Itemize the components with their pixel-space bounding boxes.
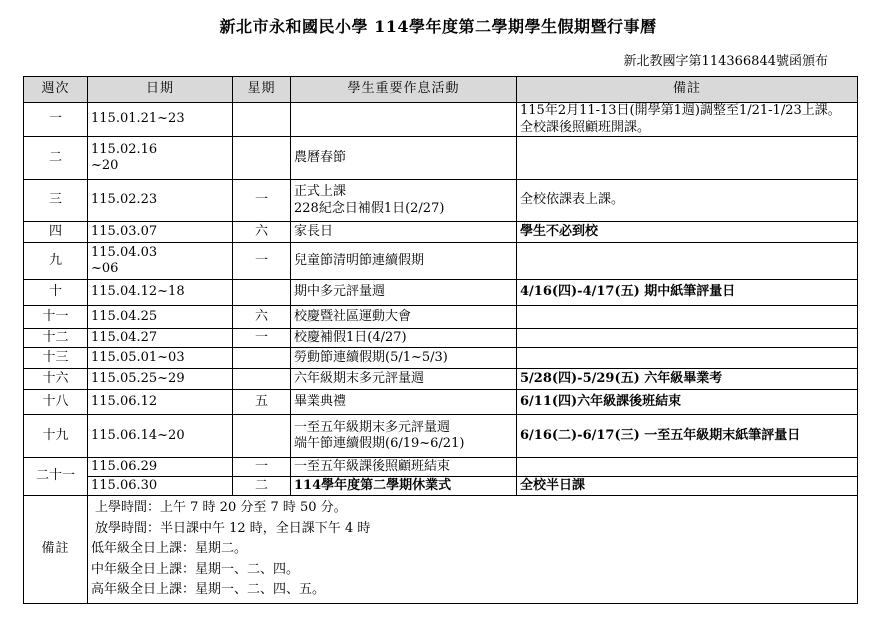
remarks-content bbox=[88, 496, 858, 604]
activity-line: 一至五年級期末多元評量週 bbox=[294, 419, 451, 435]
date-line: 115.04.03 bbox=[91, 244, 158, 260]
note-cell: 全校依課表上課。 bbox=[517, 180, 858, 222]
table-row bbox=[24, 243, 858, 280]
note-cell bbox=[517, 243, 858, 280]
note-cell: 6/11(四)六年級課後班結束 bbox=[517, 390, 858, 415]
note-line: 全校課後照顧班開課。 bbox=[520, 119, 651, 135]
week-cell: 九 bbox=[24, 243, 88, 280]
note-cell bbox=[517, 103, 858, 137]
school-calendar-table bbox=[23, 76, 858, 604]
note-cell: 4/16(四)-4/17(五) 期中紙筆評量日 bbox=[517, 280, 858, 306]
weekday-cell: 六 bbox=[233, 222, 291, 243]
week-cell: 十八 bbox=[24, 390, 88, 415]
activity-cell: 畢業典禮 bbox=[291, 390, 517, 415]
date-line: 115.02.16 bbox=[91, 141, 158, 157]
activity-cell bbox=[291, 180, 517, 222]
date-cell: 115.06.12 bbox=[88, 390, 233, 415]
date-cell: 115.04.12~18 bbox=[88, 280, 233, 306]
table-row bbox=[24, 329, 858, 348]
remarks-row bbox=[24, 496, 858, 604]
header-weekday: 星期 bbox=[233, 77, 291, 103]
activity-line: 228紀念日補假1日(2/27) bbox=[294, 200, 445, 216]
table-row bbox=[24, 222, 858, 243]
weekday-cell bbox=[233, 280, 291, 306]
week-cell: 十一 bbox=[24, 306, 88, 329]
week-cell: 二十一 bbox=[24, 458, 88, 496]
date-cell: 115.06.30 bbox=[88, 477, 233, 496]
activity-cell: 六年級期末多元評量週 bbox=[291, 369, 517, 390]
activity-cell: 校慶暨社區運動大會 bbox=[291, 306, 517, 329]
table-row bbox=[24, 390, 858, 415]
table-row bbox=[24, 458, 858, 477]
week-cell: 十二 bbox=[24, 329, 88, 348]
note-cell bbox=[517, 348, 858, 369]
table-row bbox=[24, 369, 858, 390]
date-cell: 115.06.14~20 bbox=[88, 415, 233, 458]
document-number: 新北教國字第114366844號函頒布 bbox=[623, 54, 828, 69]
remarks-line: 低年級全日上課：星期二。 bbox=[91, 541, 248, 557]
weekday-cell: 一 bbox=[233, 458, 291, 477]
week-cell: 十六 bbox=[24, 369, 88, 390]
note-cell bbox=[517, 329, 858, 348]
activity-cell: 農曆春節 bbox=[291, 137, 517, 180]
note-cell bbox=[517, 137, 858, 180]
weekday-cell bbox=[233, 348, 291, 369]
weekday-cell: 六 bbox=[233, 306, 291, 329]
weekday-cell: 一 bbox=[233, 243, 291, 280]
table-row bbox=[24, 280, 858, 306]
date-cell: 115.02.23 bbox=[88, 180, 233, 222]
week-cell: 十三 bbox=[24, 348, 88, 369]
weekday-cell: 一 bbox=[233, 329, 291, 348]
week-cell: 二 bbox=[24, 137, 88, 180]
weekday-cell bbox=[233, 137, 291, 180]
table-row bbox=[24, 137, 858, 180]
table-row bbox=[24, 415, 858, 458]
activity-cell: 114學年度第二學期休業式 bbox=[291, 477, 517, 496]
date-line: ~06 bbox=[91, 261, 119, 276]
note-cell: 學生不必到校 bbox=[517, 222, 858, 243]
activity-cell: 期中多元評量週 bbox=[291, 280, 517, 306]
table-row bbox=[24, 306, 858, 329]
weekday-cell: 二 bbox=[233, 477, 291, 496]
activity-cell: 勞動節連續假期(5/1~5/3) bbox=[291, 348, 517, 369]
header-week: 週次 bbox=[24, 77, 88, 103]
activity-cell: 校慶補假1日(4/27) bbox=[291, 329, 517, 348]
date-line: ~20 bbox=[91, 158, 119, 173]
table-row bbox=[24, 348, 858, 369]
note-cell: 6/16(二)-6/17(三) 一至五年級期末紙筆評量日 bbox=[517, 415, 858, 458]
weekday-cell: 五 bbox=[233, 390, 291, 415]
table-header-row bbox=[24, 77, 858, 103]
date-cell: 115.06.29 bbox=[88, 458, 233, 477]
week-cell: 十 bbox=[24, 280, 88, 306]
table-row bbox=[24, 477, 858, 496]
activity-line: 端午節連續假期(6/19~6/21) bbox=[294, 436, 465, 451]
page-title: 新北市永和國民小學 114學年度第二學期學生假期暨行事曆 bbox=[219, 17, 657, 36]
note-cell: 全校半日課 bbox=[517, 477, 858, 496]
header-notes: 備註 bbox=[517, 77, 858, 103]
remarks-line: 放學時間：半日課中午 12 時，全日課下午 4 時 bbox=[95, 520, 371, 536]
week-cell: 一 bbox=[24, 103, 88, 137]
remarks-line: 中年級全日上課：星期一、二、四。 bbox=[91, 561, 300, 577]
date-cell: 115.04.25 bbox=[88, 306, 233, 329]
note-line: 115年2月11-13日(開學第1週)調整至1/21-1/23上課。 bbox=[520, 103, 841, 119]
date-cell: 115.05.25~29 bbox=[88, 369, 233, 390]
weekday-cell: 一 bbox=[233, 180, 291, 222]
note-cell bbox=[517, 458, 858, 477]
activity-cell: 兒童節清明節連續假期 bbox=[291, 243, 517, 280]
activity-cell bbox=[291, 103, 517, 137]
date-cell: 115.03.07 bbox=[88, 222, 233, 243]
weekday-cell bbox=[233, 415, 291, 458]
table-row bbox=[24, 103, 858, 137]
remarks-line: 高年級全日上課：星期一、二、四、五。 bbox=[91, 582, 326, 598]
activity-cell: 家長日 bbox=[291, 222, 517, 243]
note-cell: 5/28(四)-5/29(五) 六年級畢業考 bbox=[517, 369, 858, 390]
weekday-cell bbox=[233, 369, 291, 390]
week-cell: 三 bbox=[24, 180, 88, 222]
date-cell: 115.01.21~23 bbox=[88, 103, 233, 137]
activity-line: 正式上課 bbox=[294, 184, 347, 200]
remarks-label: 備註 bbox=[24, 496, 88, 604]
weekday-cell bbox=[233, 103, 291, 137]
remarks-line: 上學時間：上午 7 時 20 分至 7 時 50 分。 bbox=[95, 500, 347, 516]
date-cell: 115.05.01~03 bbox=[88, 348, 233, 369]
header-date: 日期 bbox=[88, 77, 233, 103]
activity-cell: 一至五年級課後照顧班結束 bbox=[291, 458, 517, 477]
table-row bbox=[24, 180, 858, 222]
week-cell: 十九 bbox=[24, 415, 88, 458]
activity-cell bbox=[291, 415, 517, 458]
date-cell: 115.04.27 bbox=[88, 329, 233, 348]
header-activity: 學生重要作息活動 bbox=[291, 77, 517, 103]
note-cell bbox=[517, 306, 858, 329]
week-cell: 四 bbox=[24, 222, 88, 243]
date-cell bbox=[88, 243, 233, 280]
date-cell bbox=[88, 137, 233, 180]
